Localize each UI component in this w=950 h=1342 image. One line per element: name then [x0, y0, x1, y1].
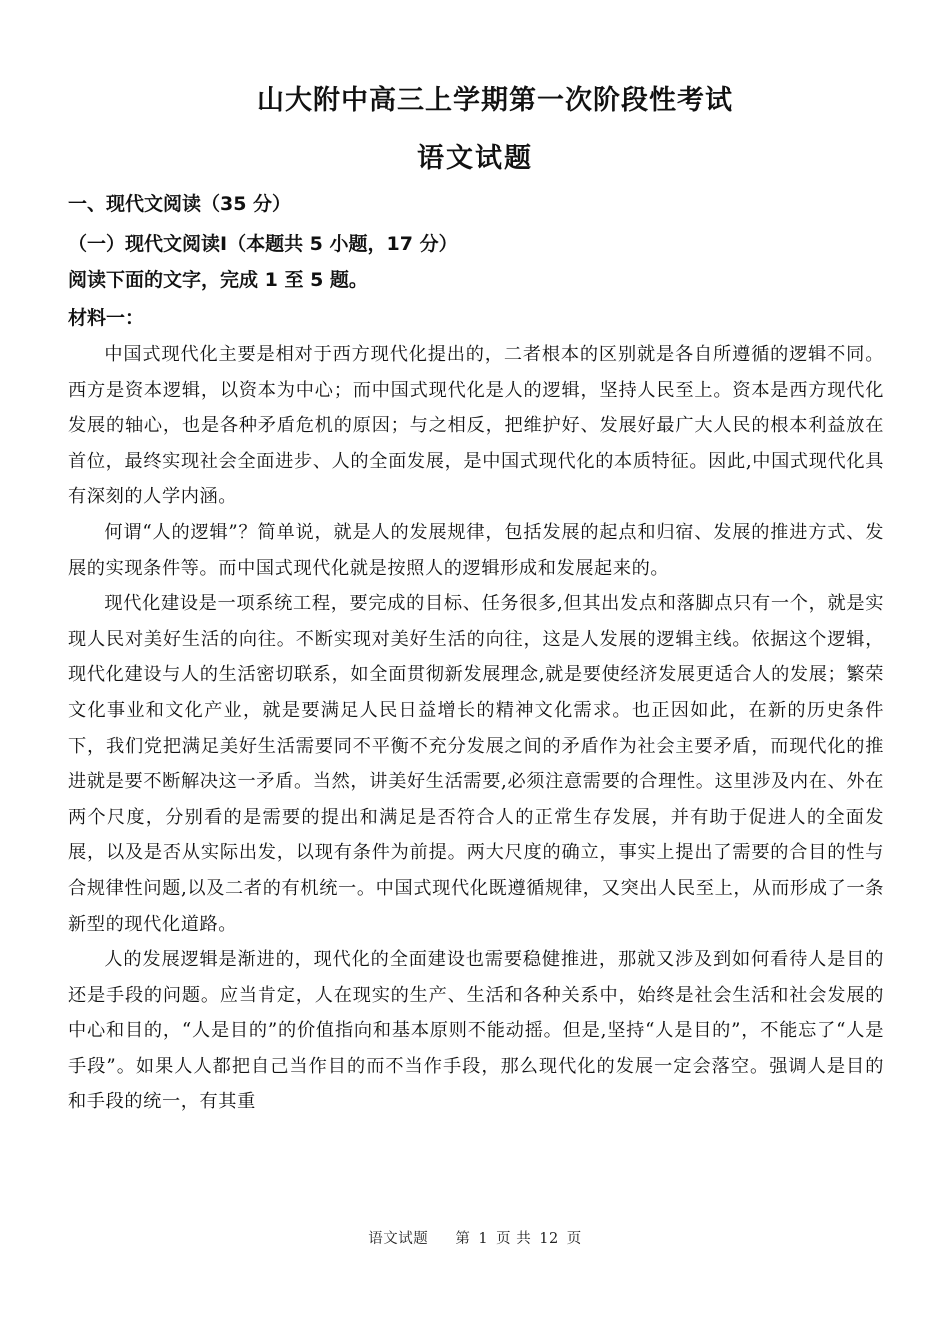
footer-page-prefix: 第 — [455, 1231, 471, 1247]
section-heading: 一、现代文阅读（35 分） — [68, 193, 292, 215]
footer-page-number: 1 — [478, 1231, 489, 1247]
footer-page-mid: 页 共 — [496, 1231, 532, 1247]
exam-subtitle: 语文试题 — [417, 143, 533, 174]
material-text — [68, 337, 884, 1120]
material-label: 材料一： — [68, 307, 145, 329]
paragraph-1: 中国式现代化主要是相对于西方现代化提出的，二者根本的区别就是各自所遵循的逻辑不同。西方是资本逻辑，以资本为中心；而中国式现代化是人的逻辑，坚持人民至上。资本是西方现代化发展的轴心，也是各种矛盾危机的原因；与之相反，把维护好、发展好最广大人民的根本利益放在首位，最终实现社会全面进步、人的全面发展，是中国式现代化的本质特征。因此,中国式现代化具有深刻的人学内涵。 — [68, 344, 884, 508]
section-subheading: （一）现代文阅读Ⅰ（本题共 5 小题，17 分） — [68, 233, 458, 255]
paragraph-2: 何谓“人的逻辑”？简单说，就是人的发展规律，包括发展的起点和归宿、发展的推进方式、发展的实现条件等。而中国式现代化就是按照人的逻辑形成和发展起来的。 — [68, 521, 884, 579]
exam-title: 山大附中高三上学期第一次阶段性考试 — [257, 85, 733, 116]
footer-total-pages: 12 — [539, 1231, 559, 1247]
paragraph-4: 人的发展逻辑是渐进的，现代化的全面建设也需要稳健推进，那就又涉及到如何看待人是目的还是手段的问题。应当肯定，人在现实的生产、生活和各种关系中，始终是社会生活和社会发展的中心和目的，“人是目的”的价值指向和基本原则不能动摇。但是,坚持“人是目的”，不能忘了“人是手段”。如果人人都把自己当作目的而不当作手段，那么现代化的发展一定会落空。强调人是目的和手段的统一，有其重 — [68, 949, 884, 1113]
reading-instruction: 阅读下面的文字，完成 1 至 5 题。 — [68, 269, 368, 291]
paragraph-3: 现代化建设是一项系统工程，要完成的目标、任务很多,但其出发点和落脚点只有一个，就是实现人民对美好生活的向往。不断实现对美好生活的向往，这是人发展的逻辑主线。依据这个逻辑，现代化建设与人的生活密切联系，如全面贯彻新发展理念,就是要使经济发展更适合人的发展；繁荣文化事业和文化产业，就是要满足人民日益增长的精神文化需求。也正因如此，在新的历史条件下，我们党把满足美好生活需要同不平衡不充分发展之间的矛盾作为社会主要矛盾，而现代化的推进就是要不断解决这一矛盾。当然，讲美好生活需要,必须注意需要的合理性。这里涉及内在、外在两个尺度，分别看的是需要的提出和满足是否符合人的正常生存发展，并有助于促进人的全面发展，以及是否从实际出发，以现有条件为前提。两大尺度的确立，事实上提出了需要的合目的性与合规律性问题,以及二者的有机统一。中国式现代化既遵循规律，又突出人民至上，从而形成了一条新型的现代化道路。 — [68, 593, 884, 935]
footer-page-suffix: 页 — [566, 1231, 582, 1247]
footer-subject: 语文试题 — [368, 1231, 429, 1247]
page-footer — [0, 1227, 950, 1248]
